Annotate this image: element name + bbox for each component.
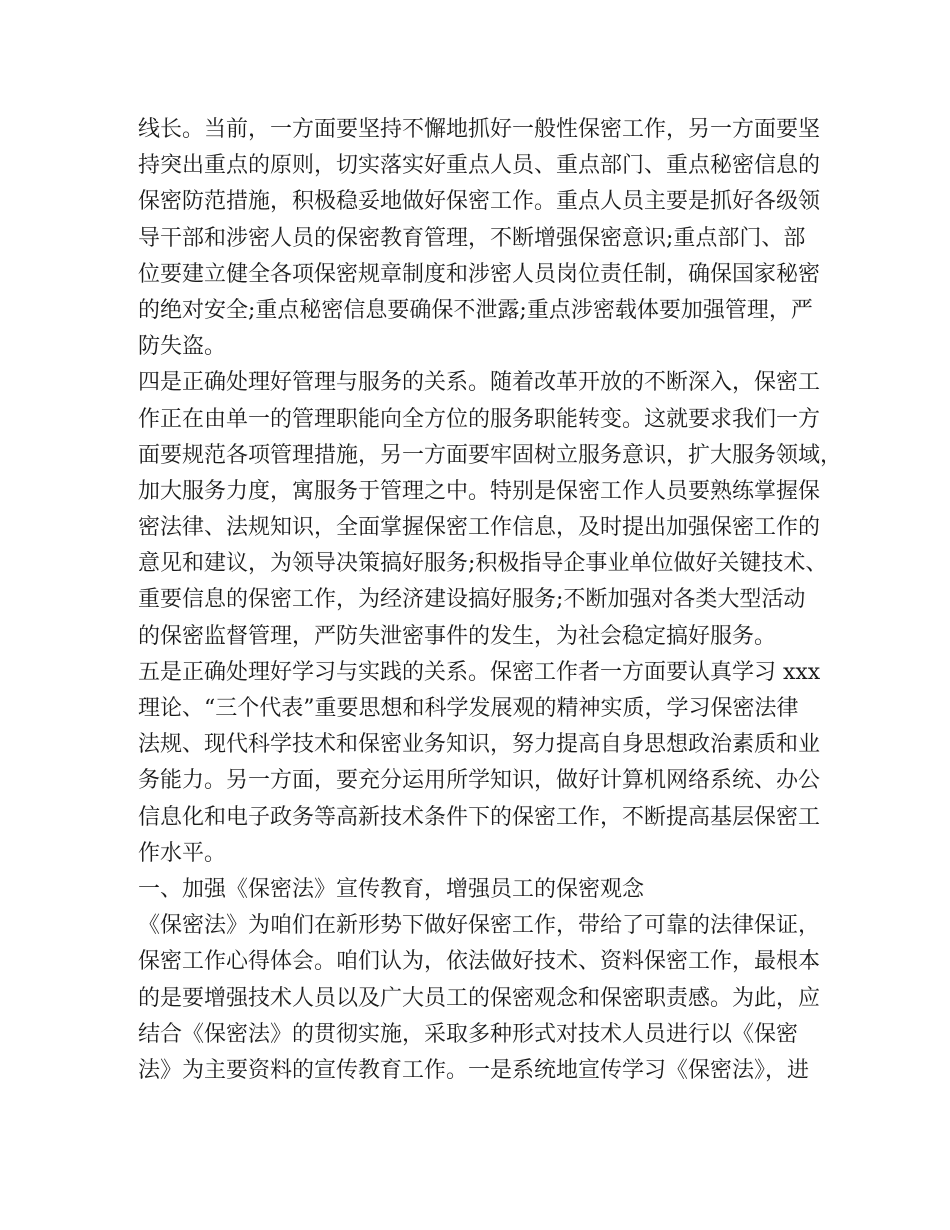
text-line: 的绝对安全;重点秘密信息要确保不泄露;重点涉密载体要加强管理，严 (138, 297, 813, 323)
text-line: 意见和建议，为领导决策搞好服务;积极指导企事业单位做好关键技术、 (138, 551, 828, 577)
text-line: 法》为主要资料的宣传教育工作。一是系统地宣传学习《保密法》，进 (138, 1057, 810, 1083)
text-line: 加大服务力度，寓服务于管理之中。特别是保密工作人员要熟练掌握保 (138, 478, 821, 504)
text-line: 作水平。 (138, 840, 227, 866)
text-line: 导干部和涉密人员的保密教育管理，不断增强保密意识;重点部门、部 (138, 225, 806, 251)
text-line: 四是正确处理好管理与服务的关系。随着改革开放的不断深入，保密工 (138, 370, 821, 396)
text-line: 的保密监督管理，严防失泄密事件的发生，为社会稳定搞好服务。 (138, 623, 777, 649)
text-line: 防失盗。 (138, 334, 227, 360)
text-line: 保密防范措施，积极稳妥地做好保密工作。重点人员主要是抓好各级领 (138, 189, 821, 215)
text-line: 面要规范各项管理措施，另一方面要牢固树立服务意识，扩大服务领域， (138, 442, 843, 468)
text-line: 线长。当前，一方面要坚持不懈地抓好一般性保密工作，另一方面要坚 (138, 117, 821, 142)
text-line: 务能力。另一方面，要充分运用所学知识，做好计算机网络系统、办公 (138, 768, 821, 794)
text-line: 理论、“三个代表”重要思想和科学发展观的精神实质，学习保密法律 (138, 696, 799, 721)
text-line: 密法律、法规知识，全面掌握保密工作信息，及时提出加强保密工作的 (138, 515, 821, 541)
text-line: 结合《保密法》的贯彻实施，采取多种形式对技术人员进行以《保密 (138, 1021, 799, 1047)
section-heading: 一、加强《保密法》宣传教育，增强员工的保密观念 (138, 876, 645, 902)
text-line: 法规、现代科学技术和保密业务知识，努力提高自身思想政治素质和业 (138, 732, 821, 758)
text-line: 作正在由单一的管理职能向全方位的服务职能转变。这就要求我们一方 (138, 406, 821, 432)
text-line: 重要信息的保密工作，为经济建设搞好服务;不断加强对各类大型活动 (138, 587, 806, 613)
text-line: 持突出重点的原则，切实落实好重点人员、重点部门、重点秘密信息的 (138, 153, 821, 179)
text-line: 保密工作心得体会。咱们认为，依法做好技术、资料保密工作，最根本 (138, 949, 821, 975)
text-line: 位要建立健全各项保密规章制度和涉密人员岗位责任制，确保国家秘密 (138, 261, 821, 287)
document-body (138, 112, 843, 1089)
text-line: 《保密法》为咱们在新形势下做好保密工作，带给了可靠的法律保证， (138, 913, 821, 939)
text-line: 信息化和电子政务等高新技术条件下的保密工作，不断提高基层保密工 (138, 804, 821, 830)
text-line: 的是要增强技术人员以及广大员工的保密观念和保密职责感。为此，应 (138, 985, 821, 1011)
text-line: 五是正确处理好学习与实践的关系。保密工作者一方面要认真学习 xxx (138, 659, 821, 685)
